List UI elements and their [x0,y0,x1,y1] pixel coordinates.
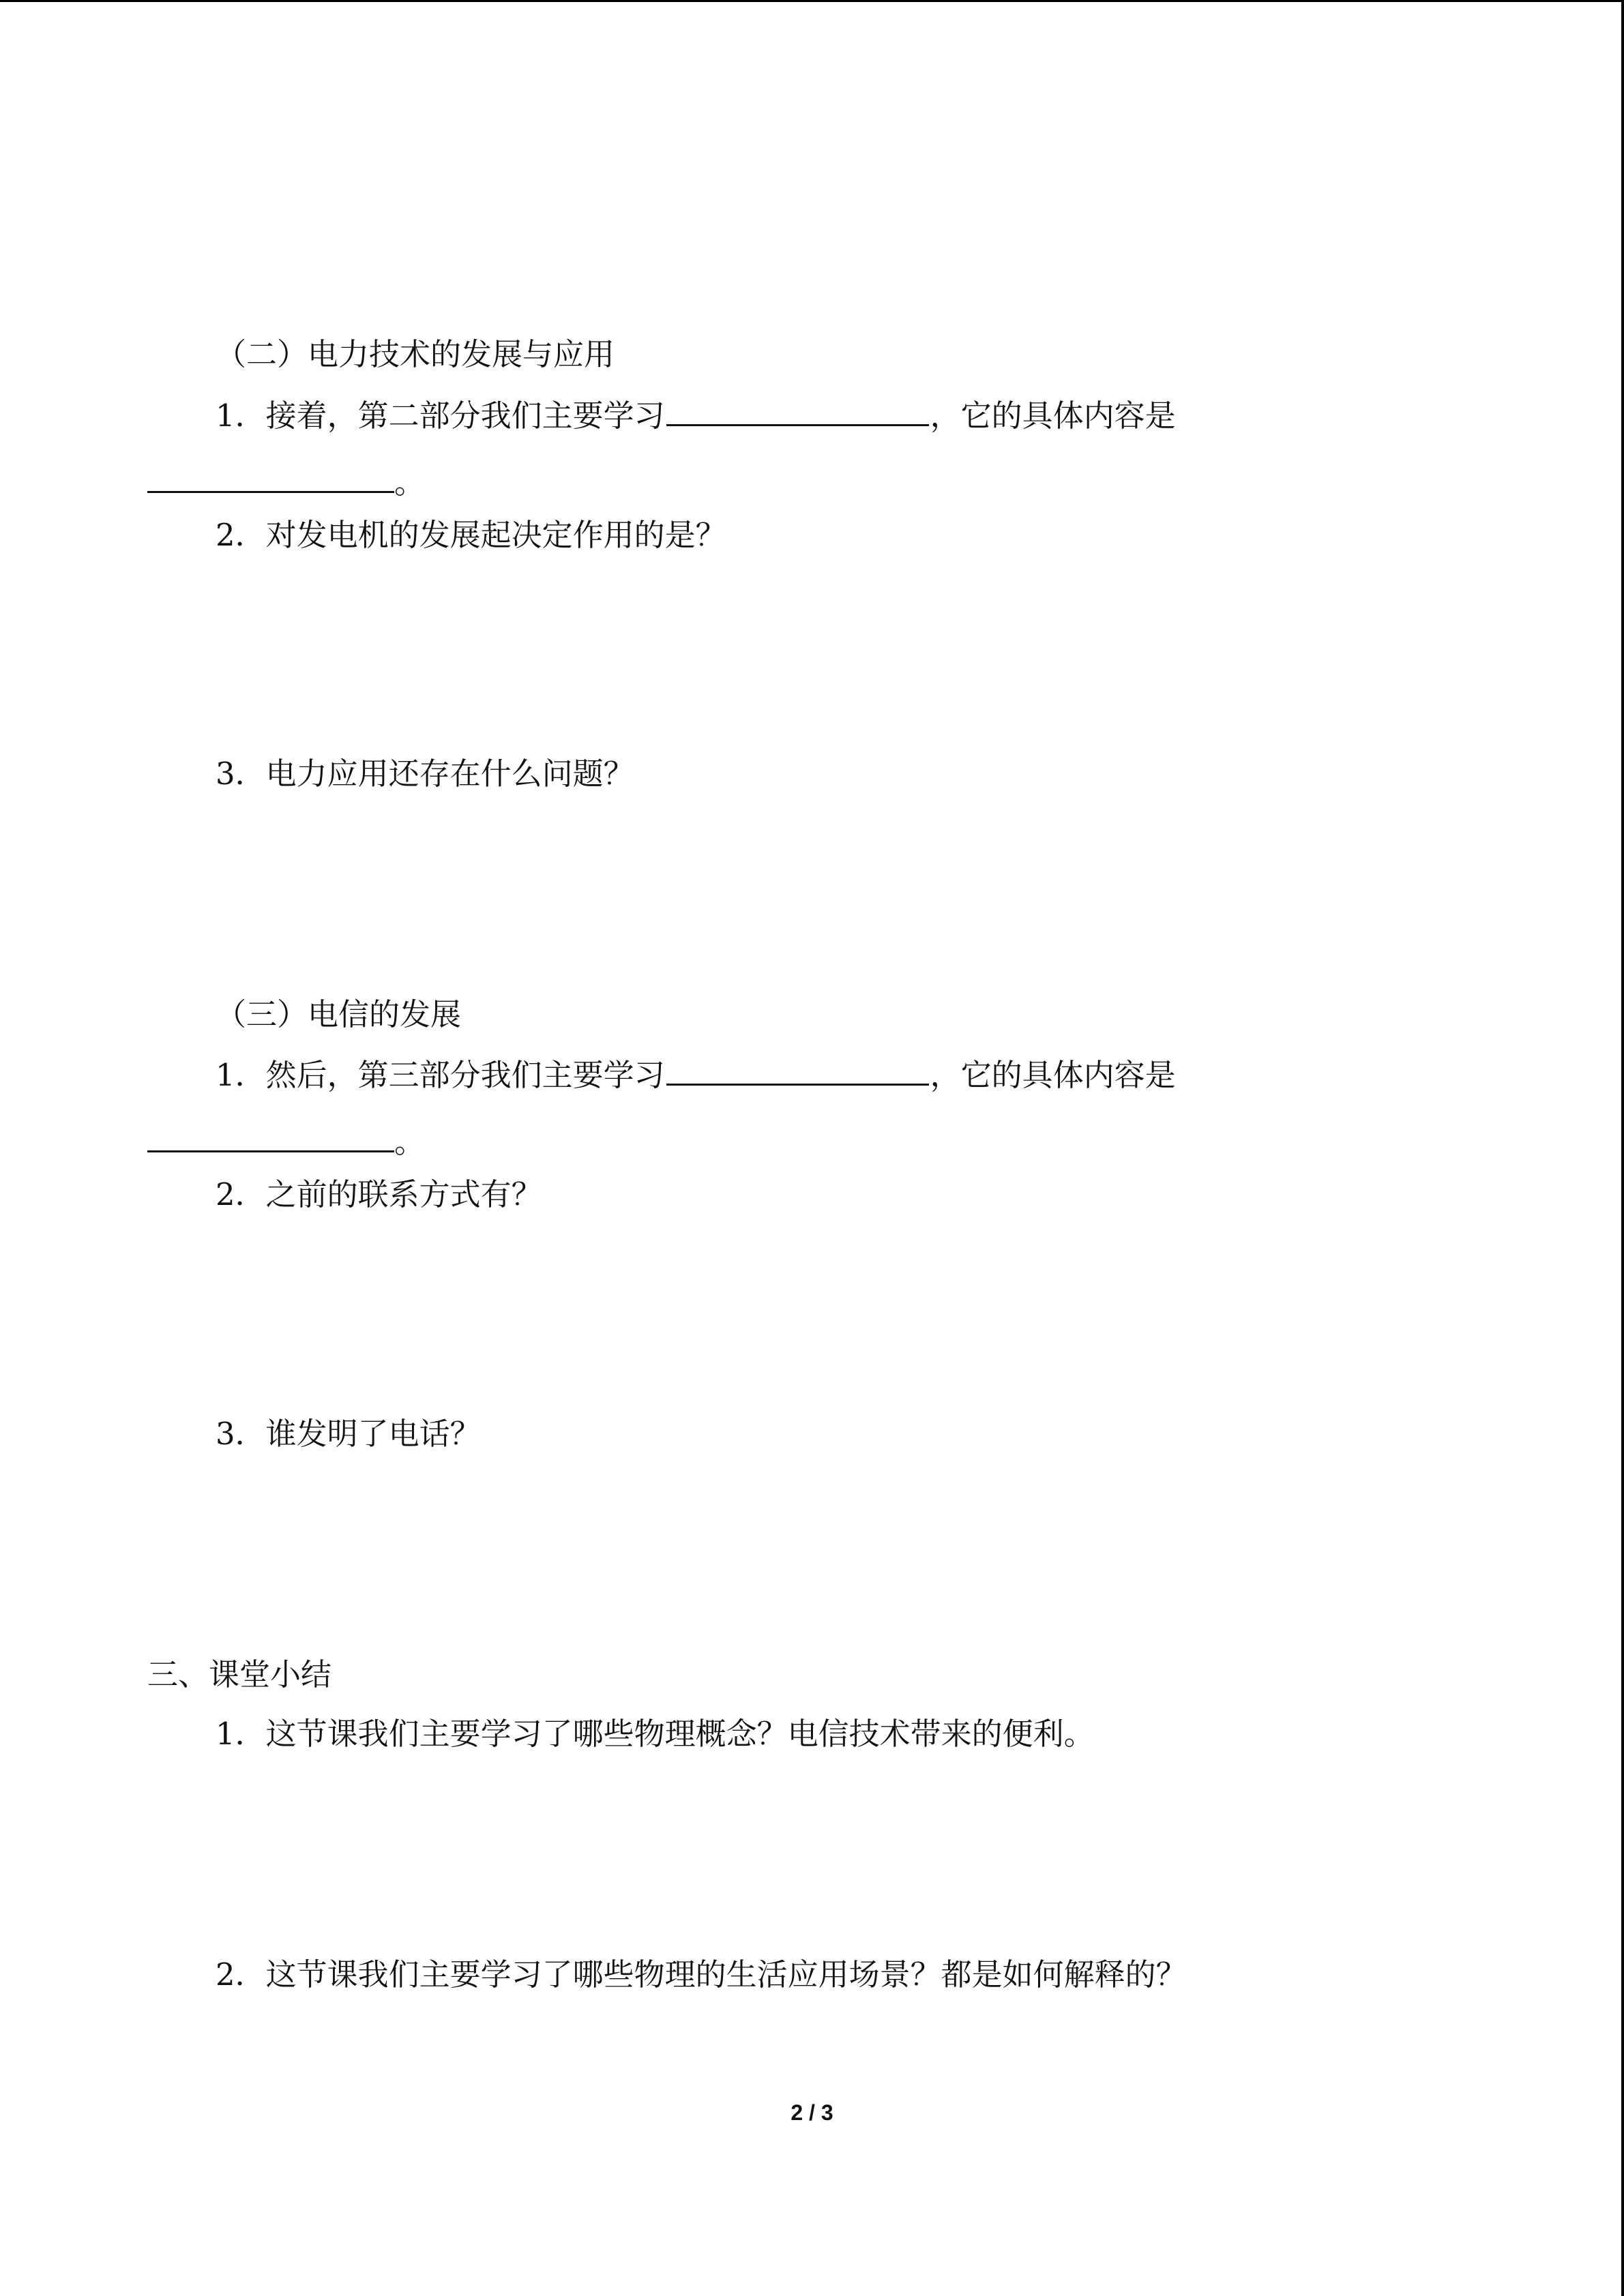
question-telecom-3: 3．谁发明了电话？ [216,1416,481,1452]
section-heading-power: （二）电力技术的发展与应用 [216,336,615,372]
question-summary-1: 1．这节课我们主要学习了哪些物理概念？电信技术带来的便利。 [216,1716,1095,1752]
question-text: ，它的具体内容是 [930,1057,1176,1093]
section-heading-telecom: （三）电信的发展 [216,996,462,1032]
question-text: ，它的具体内容是 [930,398,1176,434]
page-number: 2 / 3 [791,2100,833,2125]
period: 。 [394,464,426,501]
answer-blank[interactable] [666,1054,929,1086]
question-text: 1．然后，第三部分我们主要学习 [216,1057,665,1093]
period: 。 [394,1124,426,1160]
question-power-1 [216,394,1176,436]
answer-blank[interactable] [147,461,394,493]
question-power-1-continuation [147,461,425,503]
question-power-3: 3．电力应用还存在什么问题？ [216,756,634,792]
answer-blank[interactable] [666,394,929,426]
answer-blank[interactable] [147,1120,394,1152]
question-telecom-2: 2．之前的联系方式有？ [216,1176,542,1212]
question-telecom-1-continuation [147,1120,425,1163]
page-border-top [0,0,1624,2]
question-telecom-1 [216,1054,1176,1096]
question-power-2: 2．对发电机的发展起决定作用的是？ [216,517,726,553]
page-border-right [1621,0,1624,2296]
section-heading-summary: 三、课堂小结 [147,1656,332,1693]
question-text: 1．接着，第二部分我们主要学习 [216,398,665,434]
question-summary-2: 2．这节课我们主要学习了哪些物理的生活应用场景？都是如何解释的？ [216,1956,1187,1993]
